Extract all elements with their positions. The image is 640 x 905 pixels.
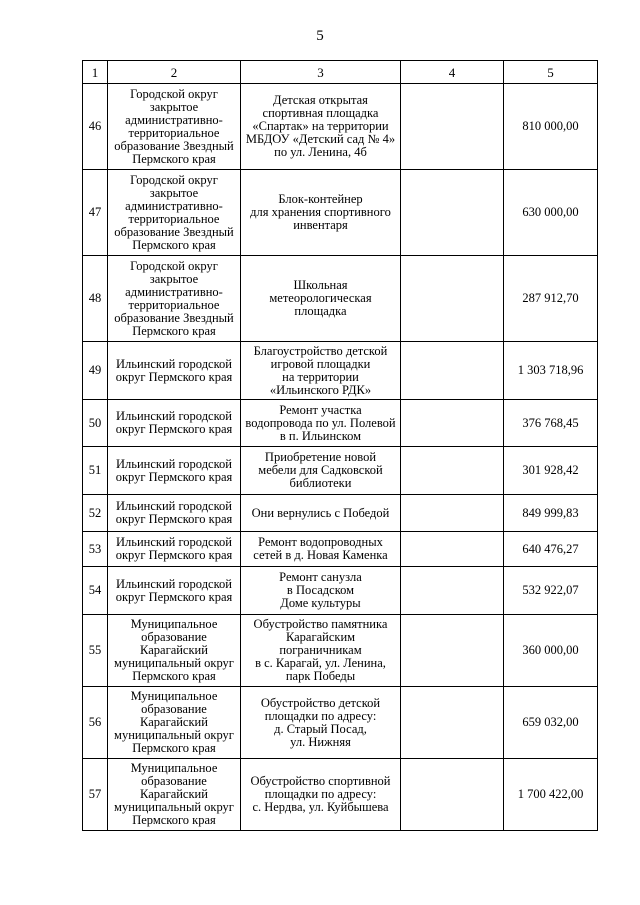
row-number: 50 bbox=[83, 400, 108, 447]
amount-cell: 532 922,07 bbox=[504, 567, 598, 615]
amount-cell: 1 303 718,96 bbox=[504, 342, 598, 400]
municipality-cell: Ильинский городской округ Пермского края bbox=[108, 447, 241, 495]
table-row bbox=[83, 687, 598, 759]
column-4-cell bbox=[401, 342, 504, 400]
header-col-2: 2 bbox=[108, 61, 241, 84]
header-col-3: 3 bbox=[241, 61, 401, 84]
row-number: 46 bbox=[83, 84, 108, 170]
table-row bbox=[83, 495, 598, 532]
column-4-cell bbox=[401, 256, 504, 342]
amount-cell: 630 000,00 bbox=[504, 170, 598, 256]
project-cell: Приобретение новой мебели для Садковской библиотеки bbox=[241, 447, 401, 495]
column-4-cell bbox=[401, 400, 504, 447]
row-number: 53 bbox=[83, 532, 108, 567]
amount-cell: 287 912,70 bbox=[504, 256, 598, 342]
municipality-cell: Муниципальное образование Карагайский муниципальный округ Пермского края bbox=[108, 687, 241, 759]
page-number: 5 bbox=[316, 28, 324, 44]
grants-table bbox=[82, 60, 598, 831]
amount-cell: 640 476,27 bbox=[504, 532, 598, 567]
table-row bbox=[83, 759, 598, 831]
amount-cell: 1 700 422,00 bbox=[504, 759, 598, 831]
project-cell: Ремонт санузла в Посадском Доме культуры bbox=[241, 567, 401, 615]
row-number: 54 bbox=[83, 567, 108, 615]
municipality-cell: Ильинский городской округ Пермского края bbox=[108, 495, 241, 532]
municipality-cell: Ильинский городской округ Пермского края bbox=[108, 567, 241, 615]
table-row bbox=[83, 447, 598, 495]
amount-cell: 849 999,83 bbox=[504, 495, 598, 532]
amount-cell: 376 768,45 bbox=[504, 400, 598, 447]
row-number: 56 bbox=[83, 687, 108, 759]
project-cell: Обустройство спортивной площадки по адресу: с. Нердва, ул. Куйбышева bbox=[241, 759, 401, 831]
column-4-cell bbox=[401, 615, 504, 687]
amount-cell: 360 000,00 bbox=[504, 615, 598, 687]
column-4-cell bbox=[401, 495, 504, 532]
project-cell: Детская открытая спортивная площадка «Спартак» на территории МБДОУ «Детский сад № 4» по ул. Ленина, 4б bbox=[241, 84, 401, 170]
municipality-cell: Ильинский городской округ Пермского края bbox=[108, 400, 241, 447]
project-cell: Блок-контейнер для хранения спортивного инвентаря bbox=[241, 170, 401, 256]
column-4-cell bbox=[401, 447, 504, 495]
project-cell: Обустройство памятника Карагайским пограничникам в с. Карагай, ул. Ленина, парк Победы bbox=[241, 615, 401, 687]
project-cell: Благоустройство детской игровой площадки на территории «Ильинского РДК» bbox=[241, 342, 401, 400]
municipality-cell: Ильинский городской округ Пермского края bbox=[108, 342, 241, 400]
municipality-cell: Ильинский городской округ Пермского края bbox=[108, 532, 241, 567]
municipality-cell: Муниципальное образование Карагайский муниципальный округ Пермского края bbox=[108, 759, 241, 831]
row-number: 48 bbox=[83, 256, 108, 342]
table-row bbox=[83, 84, 598, 170]
table-row bbox=[83, 400, 598, 447]
row-number: 47 bbox=[83, 170, 108, 256]
project-cell: Школьная метеорологическая площадка bbox=[241, 256, 401, 342]
project-cell: Обустройство детской площадки по адресу: д. Старый Посад, ул. Нижняя bbox=[241, 687, 401, 759]
column-4-cell bbox=[401, 532, 504, 567]
project-cell: Ремонт участка водопровода по ул. Полевой в п. Ильинском bbox=[241, 400, 401, 447]
amount-cell: 810 000,00 bbox=[504, 84, 598, 170]
row-number: 49 bbox=[83, 342, 108, 400]
row-number: 57 bbox=[83, 759, 108, 831]
amount-cell: 659 032,00 bbox=[504, 687, 598, 759]
municipality-cell: Муниципальное образование Карагайский муниципальный округ Пермского края bbox=[108, 615, 241, 687]
municipality-cell: Городской округ закрытое административно- территориальное образование Звездный Пермского края bbox=[108, 170, 241, 256]
column-4-cell bbox=[401, 567, 504, 615]
table-row bbox=[83, 615, 598, 687]
project-cell: Ремонт водопроводных сетей в д. Новая Каменка bbox=[241, 532, 401, 567]
column-4-cell bbox=[401, 170, 504, 256]
row-number: 55 bbox=[83, 615, 108, 687]
column-4-cell bbox=[401, 687, 504, 759]
project-cell: Они вернулись с Победой bbox=[241, 495, 401, 532]
table-row bbox=[83, 170, 598, 256]
column-4-cell bbox=[401, 759, 504, 831]
row-number: 52 bbox=[83, 495, 108, 532]
header-col-1: 1 bbox=[83, 61, 108, 84]
column-4-cell bbox=[401, 84, 504, 170]
header-col-5: 5 bbox=[504, 61, 598, 84]
table-row bbox=[83, 342, 598, 400]
table-row bbox=[83, 567, 598, 615]
table-header-row bbox=[83, 61, 598, 84]
table-row bbox=[83, 256, 598, 342]
table-row bbox=[83, 532, 598, 567]
municipality-cell: Городской округ закрытое административно- территориальное образование Звездный Пермского края bbox=[108, 84, 241, 170]
header-col-4: 4 bbox=[401, 61, 504, 84]
amount-cell: 301 928,42 bbox=[504, 447, 598, 495]
municipality-cell: Городской округ закрытое административно- территориальное образование Звездный Пермского края bbox=[108, 256, 241, 342]
row-number: 51 bbox=[83, 447, 108, 495]
